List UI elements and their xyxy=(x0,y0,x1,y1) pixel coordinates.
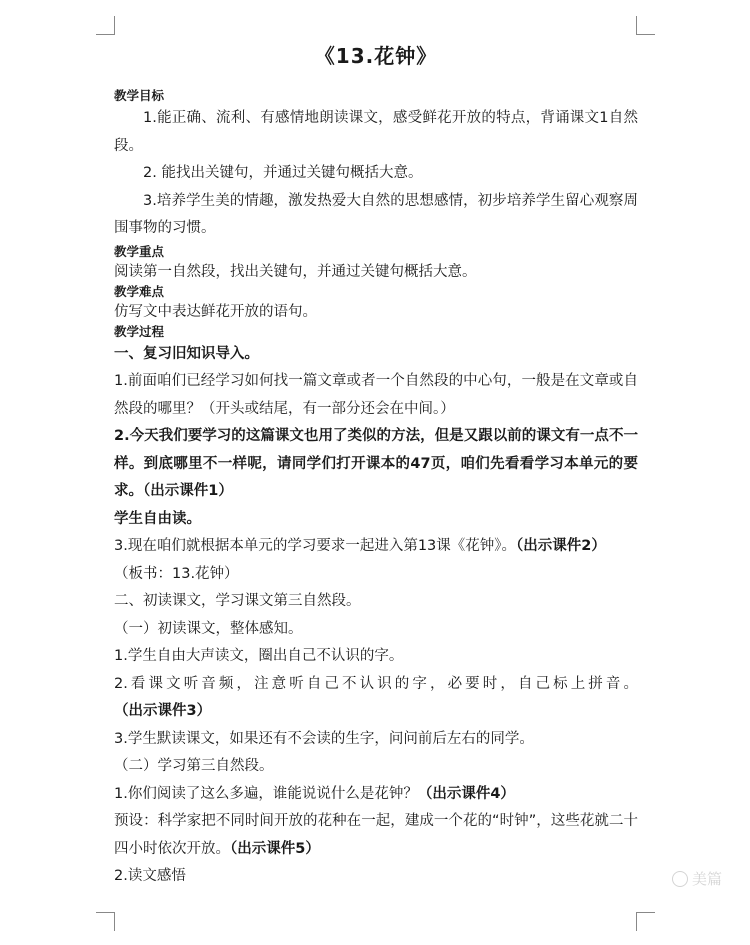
subsection-1-title: （一）初读课文，整体感知。 xyxy=(114,620,303,637)
question-1-text: 1.你们阅读了这么多遍，谁能说说什么是花钟？ xyxy=(114,785,418,802)
courseware-2-note: （出示课件2） xyxy=(516,538,606,554)
objective-3: 3.培养学生美的情趣，激发热爱大自然的思想感情，初步培养学生留心观察周围事物的习惯。 xyxy=(114,192,638,236)
preset-answer-text: 预设：科学家把不同时间开放的花种在一起，建成一个花的“时钟”，这些花就二十四小时依次开放。 xyxy=(114,813,638,857)
document-page xyxy=(114,40,638,891)
objectives-heading: 教学目标 xyxy=(114,88,165,103)
question-1 xyxy=(114,781,638,809)
objective-1: 1.能正确、流利、有感情地朗读课文，感受鲜花开放的特点，背诵课文1自然段。 xyxy=(114,110,638,154)
objective-2: 2. 能找出关键句，并通过关键句概括大意。 xyxy=(143,165,423,181)
process-heading: 教学过程 xyxy=(114,323,165,339)
courseware-5-note: （出示课件5） xyxy=(230,840,320,857)
part2-title: 二、初读课文，学习课文第三自然段。 xyxy=(114,593,361,609)
paragraph-1: 1.前面咱们已经学习如何找一篇文章或者一个自然段的中心句，一般是在文章或自然段的哪里？（开头或结尾，有一部分还会在中间。） xyxy=(114,373,638,417)
preset-answer xyxy=(114,808,638,863)
subsection-2-title: （二）学习第三自然段。 xyxy=(114,758,274,774)
step-1: 1.学生自由大声读文，圈出自己不认识的字。 xyxy=(114,648,404,664)
crop-mark-bottom-right xyxy=(636,912,655,931)
watermark xyxy=(672,868,722,889)
part1-title: 一、复习旧知识导入。 xyxy=(114,345,259,362)
step-2-text: 2.看课文听音频，注意听自己不认识的字，必要时，自己标上拼音。 xyxy=(114,675,638,692)
courseware-4-note: （出示课件4） xyxy=(417,785,515,802)
crop-mark-top-left xyxy=(96,16,115,35)
board-note: （板书：13.花钟） xyxy=(114,565,239,582)
step-2 xyxy=(114,671,638,726)
crop-mark-top-right xyxy=(636,16,655,35)
watermark-logo-icon xyxy=(672,871,688,887)
crop-mark-bottom-left xyxy=(96,912,115,931)
step-3: 3.学生默读课文，如果还有不会读的生字，问问前后左右的同学。 xyxy=(114,730,534,747)
courseware-3-note: （出示课件3） xyxy=(114,703,212,719)
difficulty-text: 仿写文中表达鲜花开放的语句。 xyxy=(114,303,317,320)
reading-step: 2.读文感悟 xyxy=(114,868,186,884)
paragraph-3: 学生自由读。 xyxy=(114,510,201,527)
watermark-text: 美篇 xyxy=(692,870,723,888)
key-points-heading: 教学重点 xyxy=(114,243,165,259)
page-title: 《13.花钟》 xyxy=(314,44,438,68)
paragraph-4-text: 3.现在咱们就根据本单元的学习要求一起进入第13课《花钟》。 xyxy=(114,538,517,554)
paragraph-2: 2.今天我们要学习的这篇课文也用了类似的方法，但是又跟以前的课文有一点不一样。到底哪里不一样呢，请同学们打开课本的47页，咱们先看看学习本单元的要求。（出示课件1） xyxy=(114,428,638,499)
key-points-text: 阅读第一自然段，找出关键句，并通过关键句概括大意。 xyxy=(114,263,477,280)
paragraph-4 xyxy=(114,533,638,561)
difficulty-heading: 教学难点 xyxy=(114,283,165,299)
